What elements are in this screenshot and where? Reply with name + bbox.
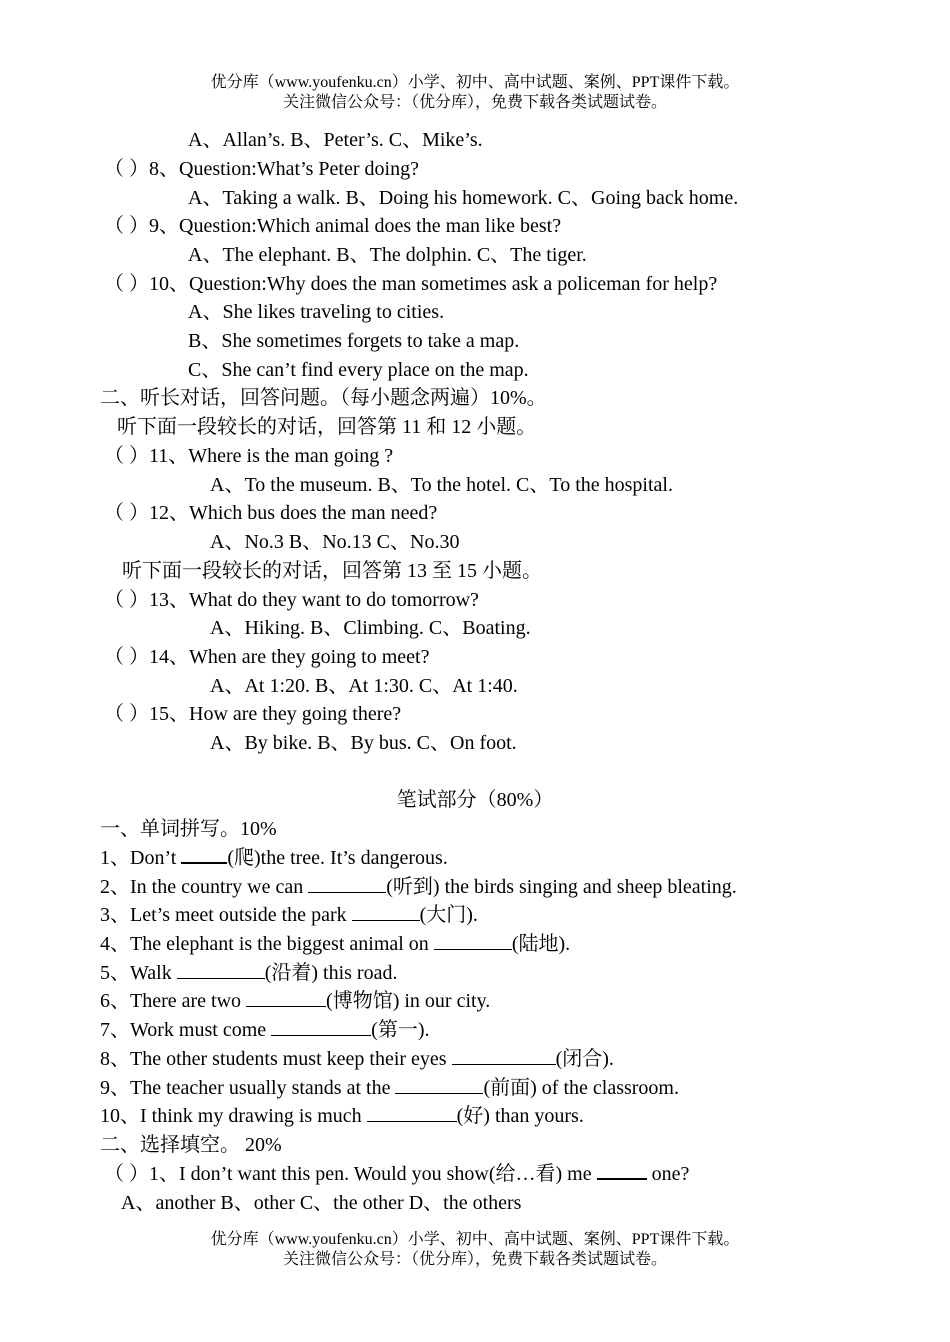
written-section-title: 笔试部分（80%） [396,789,554,811]
answer-blank[interactable] [177,960,265,979]
answer-blank[interactable] [181,844,227,864]
q10-option-b: B、She sometimes forgets to take a map. [188,330,520,352]
answer-blank[interactable] [395,1075,483,1094]
footer-line-1: 优分库（www.youfenku.cn）小学、初中、高中试题、案例、PPT课件下载。 [210,1231,740,1248]
spelling-item-3: 3、Let’s meet outside the park (大门). [100,904,478,926]
spelling-item-9: 9、The teacher usually stands at the (前面) of the classroom. [100,1077,679,1099]
spelling-item-8: 8、The other students must keep their eyes (闭合). [100,1048,614,1070]
answer-blank[interactable] [452,1046,556,1065]
question-14: （ ）14、When are they going to meet? [104,646,430,668]
q10-option-a: A、She likes traveling to cities. [188,301,445,323]
choice-q1-options: A、another B、other C、the other D、the others [121,1192,522,1214]
header-line-1: 优分库（www.youfenku.cn）小学、初中、高中试题、案例、PPT课件下载。 [210,74,740,91]
question-10: （ ）10、Question:Why does the man sometimes ask a policeman for help? [104,273,718,295]
question-13: （ ）13、What do they want to do tomorrow? [104,589,479,611]
question-11: （ ）11、Where is the man going ? [104,445,394,467]
footer-line-2: 关注微信公众号：（优分库），免费下载各类试题试卷。 [282,1251,667,1268]
q10-option-c: C、She can’t find every place on the map. [188,359,529,381]
q9-options: A、The elephant. B、The dolphin. C、The tiger. [188,244,587,266]
question-9: （ ）9、Question:Which animal does the man like best? [104,215,562,237]
spelling-heading: 一、单词拼写。10% [100,818,277,840]
question-12: （ ）12、Which bus does the man need? [104,502,438,524]
answer-blank[interactable] [352,902,420,921]
q13-options: A、Hiking. B、Climbing. C、Boating. [210,617,531,639]
spelling-item-6: 6、There are two (博物馆) in our city. [100,990,491,1012]
spelling-item-10: 10、I think my drawing is much (好) than yours. [100,1105,584,1127]
choice-heading: 二、选择填空。 20% [100,1134,282,1156]
part2-heading: 二、听长对话，回答问题。（每小题念两遍）10%。 [100,387,547,409]
answer-blank[interactable] [434,931,512,950]
spelling-item-2: 2、In the country we can (听到) the birds singing and sheep bleating. [100,876,737,898]
answer-blank[interactable] [367,1103,457,1122]
q11-options: A、To the museum. B、To the hotel. C、To the hospital. [210,474,673,496]
answer-blank[interactable] [308,874,386,893]
q8-options: A、Taking a walk. B、Doing his homework. C、Going back home. [188,187,739,209]
answer-blank[interactable] [246,988,326,1007]
q15-options: A、By bike. B、By bus. C、On foot. [210,732,517,754]
dialog1-intro: 听下面一段较长的对话，回答第 11 和 12 小题。 [117,416,537,438]
spelling-item-4: 4、The elephant is the biggest animal on (陆地). [100,933,571,955]
choice-question-1: （ ）1、I don’t want this pen. Would you show(给…看) me one? [104,1160,689,1188]
q12-options: A、No.3 B、No.13 C、No.30 [210,531,460,553]
answer-blank[interactable] [271,1017,371,1036]
question-15: （ ）15、How are they going there? [104,703,402,725]
spelling-item-1: 1、Don’t (爬)the tree. It’s dangerous. [100,844,448,872]
q7-options: A、Allan’s. B、Peter’s. C、Mike’s. [188,129,483,151]
spelling-item-7: 7、Work must come (第一). [100,1019,430,1041]
answer-blank[interactable] [597,1160,647,1180]
question-8: （ ）8、Question:What’s Peter doing? [104,158,419,180]
dialog2-intro: 听下面一段较长的对话，回答第 13 至 15 小题。 [122,560,542,582]
q14-options: A、At 1:20. B、At 1:30. C、At 1:40. [210,675,518,697]
spelling-item-5: 5、Walk (沿着) this road. [100,962,398,984]
header-line-2: 关注微信公众号：（优分库），免费下载各类试题试卷。 [282,94,667,111]
